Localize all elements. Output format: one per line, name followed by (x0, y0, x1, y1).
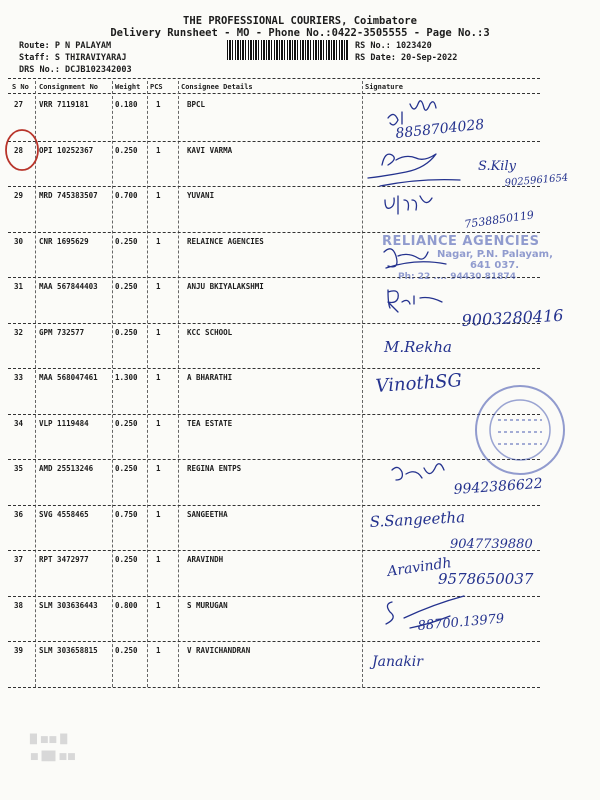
handwritten-phone-29: 7538850119 (463, 208, 535, 231)
reliance-stamp-phone: Ph: 22 .... 94430 81874 (398, 272, 516, 282)
row-consignee: V RAVICHANDRAN (187, 646, 251, 655)
row-divider (8, 323, 540, 324)
row-divider (8, 641, 540, 642)
signature-29 (385, 196, 432, 214)
row-pcs: 1 (156, 509, 161, 519)
row-pcs: 1 (156, 236, 161, 246)
handwritten-name-36: S.Sangeetha (369, 508, 466, 531)
bleed-through-mark: █ ■■ █ (30, 735, 68, 745)
row-sno: 30 (14, 236, 24, 246)
row-divider (8, 414, 540, 415)
signature-28 (368, 154, 460, 186)
row-weight: 0.800 (115, 600, 138, 610)
row-pcs: 1 (156, 100, 161, 109)
row-sno: 27 (14, 100, 24, 109)
staff-label: Staff: S THIRAVIYARAJ (19, 53, 127, 63)
handwritten-phone-37: 9578650037 (438, 570, 534, 588)
row-sno: 34 (14, 418, 24, 428)
handwritten-name-32: M.Rekha (384, 338, 452, 356)
signature-35 (392, 464, 444, 480)
signature-31 (388, 290, 442, 312)
row-pcs: 1 (156, 191, 161, 200)
row-consignee: YUVANI (187, 191, 215, 200)
bleed-through-mark: ■ ██ ■■ (30, 752, 76, 762)
col-weight: Weight (115, 83, 141, 91)
handwritten-name-37: Aravindh (386, 555, 453, 580)
row-weight: 0.250 (115, 464, 138, 473)
header-bottom-rule (8, 93, 540, 94)
row-weight: 1.300 (115, 373, 138, 382)
reliance-stamp-pin: 641 037. (470, 260, 520, 271)
row-divider (8, 186, 540, 187)
row-consignment-no: SLM 303636443 (39, 600, 98, 610)
row-consignee: REGINA ENTPS (187, 464, 242, 473)
signature-27 (388, 101, 436, 125)
header-top-rule (8, 78, 540, 79)
handwritten-name-33: VinothSG (374, 370, 463, 397)
runsheet-title: THE PROFESSIONAL COURIERS, Coimbatore (183, 15, 417, 27)
row-consignment-no: VRR 7119181 (39, 100, 89, 109)
handwritten-phone-28: 9025961654 (504, 172, 569, 189)
signature-38 (386, 596, 464, 628)
row-sno: 39 (14, 646, 24, 655)
row-consignment-no: CNR 1695629 (39, 236, 89, 246)
row-weight: 0.180 (115, 100, 138, 109)
round-stamp-inner (490, 400, 550, 460)
row-pcs: 1 (156, 646, 161, 655)
row-pcs: 1 (156, 555, 161, 564)
col-consignee: Consignee Details (181, 83, 253, 91)
col-sno: S No (12, 83, 29, 91)
row-sno: 38 (14, 600, 24, 610)
handwritten-name-39: Janakir (372, 654, 423, 670)
row-pcs: 1 (156, 145, 161, 155)
row-weight: 0.700 (115, 191, 138, 200)
row-sno: 33 (14, 373, 24, 382)
runsheet-subtitle: Delivery Runsheet - MO - Phone No.:0422-3505555 - Page No.:3 (110, 27, 490, 39)
row-divider (8, 596, 540, 597)
row-sno: 36 (14, 509, 24, 519)
handwritten-phone-35: 9942386622 (453, 475, 544, 498)
row-sno: 35 (14, 464, 24, 473)
row-consignee: S MURUGAN (187, 600, 228, 610)
row-consignee: BPCL (187, 100, 206, 109)
row-weight: 0.250 (115, 418, 138, 428)
row-consignee: KCC SCHOOL (187, 327, 233, 337)
row-consignment-no: VLP 1119484 (39, 418, 89, 428)
row-pcs: 1 (156, 464, 161, 473)
row-weight: 0.250 (115, 236, 138, 246)
route-label: Route: P N PALAYAM (19, 41, 112, 51)
rs-date: RS Date: 20-Sep-2022 (355, 53, 458, 63)
row-consignment-no: RPT 3472977 (39, 555, 89, 564)
row-weight: 0.250 (115, 145, 138, 155)
row-divider (8, 505, 540, 506)
row-consignment-no: OPI 10252367 (39, 145, 94, 155)
row-weight: 0.250 (115, 646, 138, 655)
reliance-stamp-address: Nagar, P.N. Palayam, (437, 249, 553, 260)
row-weight: 0.250 (115, 282, 138, 291)
drs-number: DRS No.: DCJB102342003 (19, 65, 132, 75)
row-consignment-no: SLM 303658815 (39, 646, 98, 655)
row-consignment-no: AMD 25513246 (39, 464, 94, 473)
row-consignee: ARAVINDH (187, 555, 224, 564)
handwritten-phone-38: 88700.13979 (417, 611, 505, 634)
row-sno: 28 (14, 145, 24, 155)
row-sno: 31 (14, 282, 24, 291)
round-stamp-lines (498, 420, 542, 444)
reliance-stamp-name: RELIANCE AGENCIES (382, 234, 540, 249)
handwritten-phone-27: 8858704028 (394, 116, 486, 142)
row-consignee: KAVI VARMA (187, 145, 233, 155)
row-divider (8, 687, 540, 688)
row-divider (8, 232, 540, 233)
row-sno: 32 (14, 327, 24, 337)
row-consignment-no: MAA 568047461 (39, 373, 98, 382)
row-weight: 0.250 (115, 327, 138, 337)
rs-number: RS No.: 1023420 (355, 41, 432, 51)
col-consignment: Consignment No (39, 83, 99, 91)
row-consignment-no: MRD 745383507 (39, 191, 98, 200)
barcode (227, 40, 348, 60)
row-pcs: 1 (156, 373, 161, 382)
row-consignee: RELAINCE AGENCIES (187, 236, 264, 246)
handwritten-phone-36: 9047739880 (450, 537, 533, 552)
row-consignment-no: GPM 732577 (39, 327, 85, 337)
row-pcs: 1 (156, 600, 161, 610)
row-consignment-no: MAA 567844403 (39, 282, 98, 291)
row-weight: 0.750 (115, 509, 138, 519)
row-consignment-no: SVG 4558465 (39, 509, 89, 519)
row-divider (8, 550, 540, 551)
row-sno: 29 (14, 191, 24, 200)
row-pcs: 1 (156, 282, 161, 291)
row-weight: 0.250 (115, 555, 138, 564)
row-pcs: 1 (156, 418, 161, 428)
row-consignee: SANGEETHA (187, 509, 228, 519)
row-consignee: A BHARATHI (187, 373, 233, 382)
row-divider (8, 141, 540, 142)
handwritten-phone-31: 9003280416 (461, 305, 564, 330)
row-consignee: TEA ESTATE (187, 418, 233, 428)
handwritten-name-28: S.Kily (478, 159, 516, 174)
row-sno: 37 (14, 555, 24, 564)
col-pcs: PCS (150, 83, 163, 91)
row-divider (8, 459, 540, 460)
round-stamp (476, 386, 564, 474)
row-pcs: 1 (156, 327, 161, 337)
row-divider (8, 368, 540, 369)
row-consignee: ANJU BKIYALAKSHMI (187, 282, 264, 291)
col-signature: Signature (365, 83, 403, 91)
